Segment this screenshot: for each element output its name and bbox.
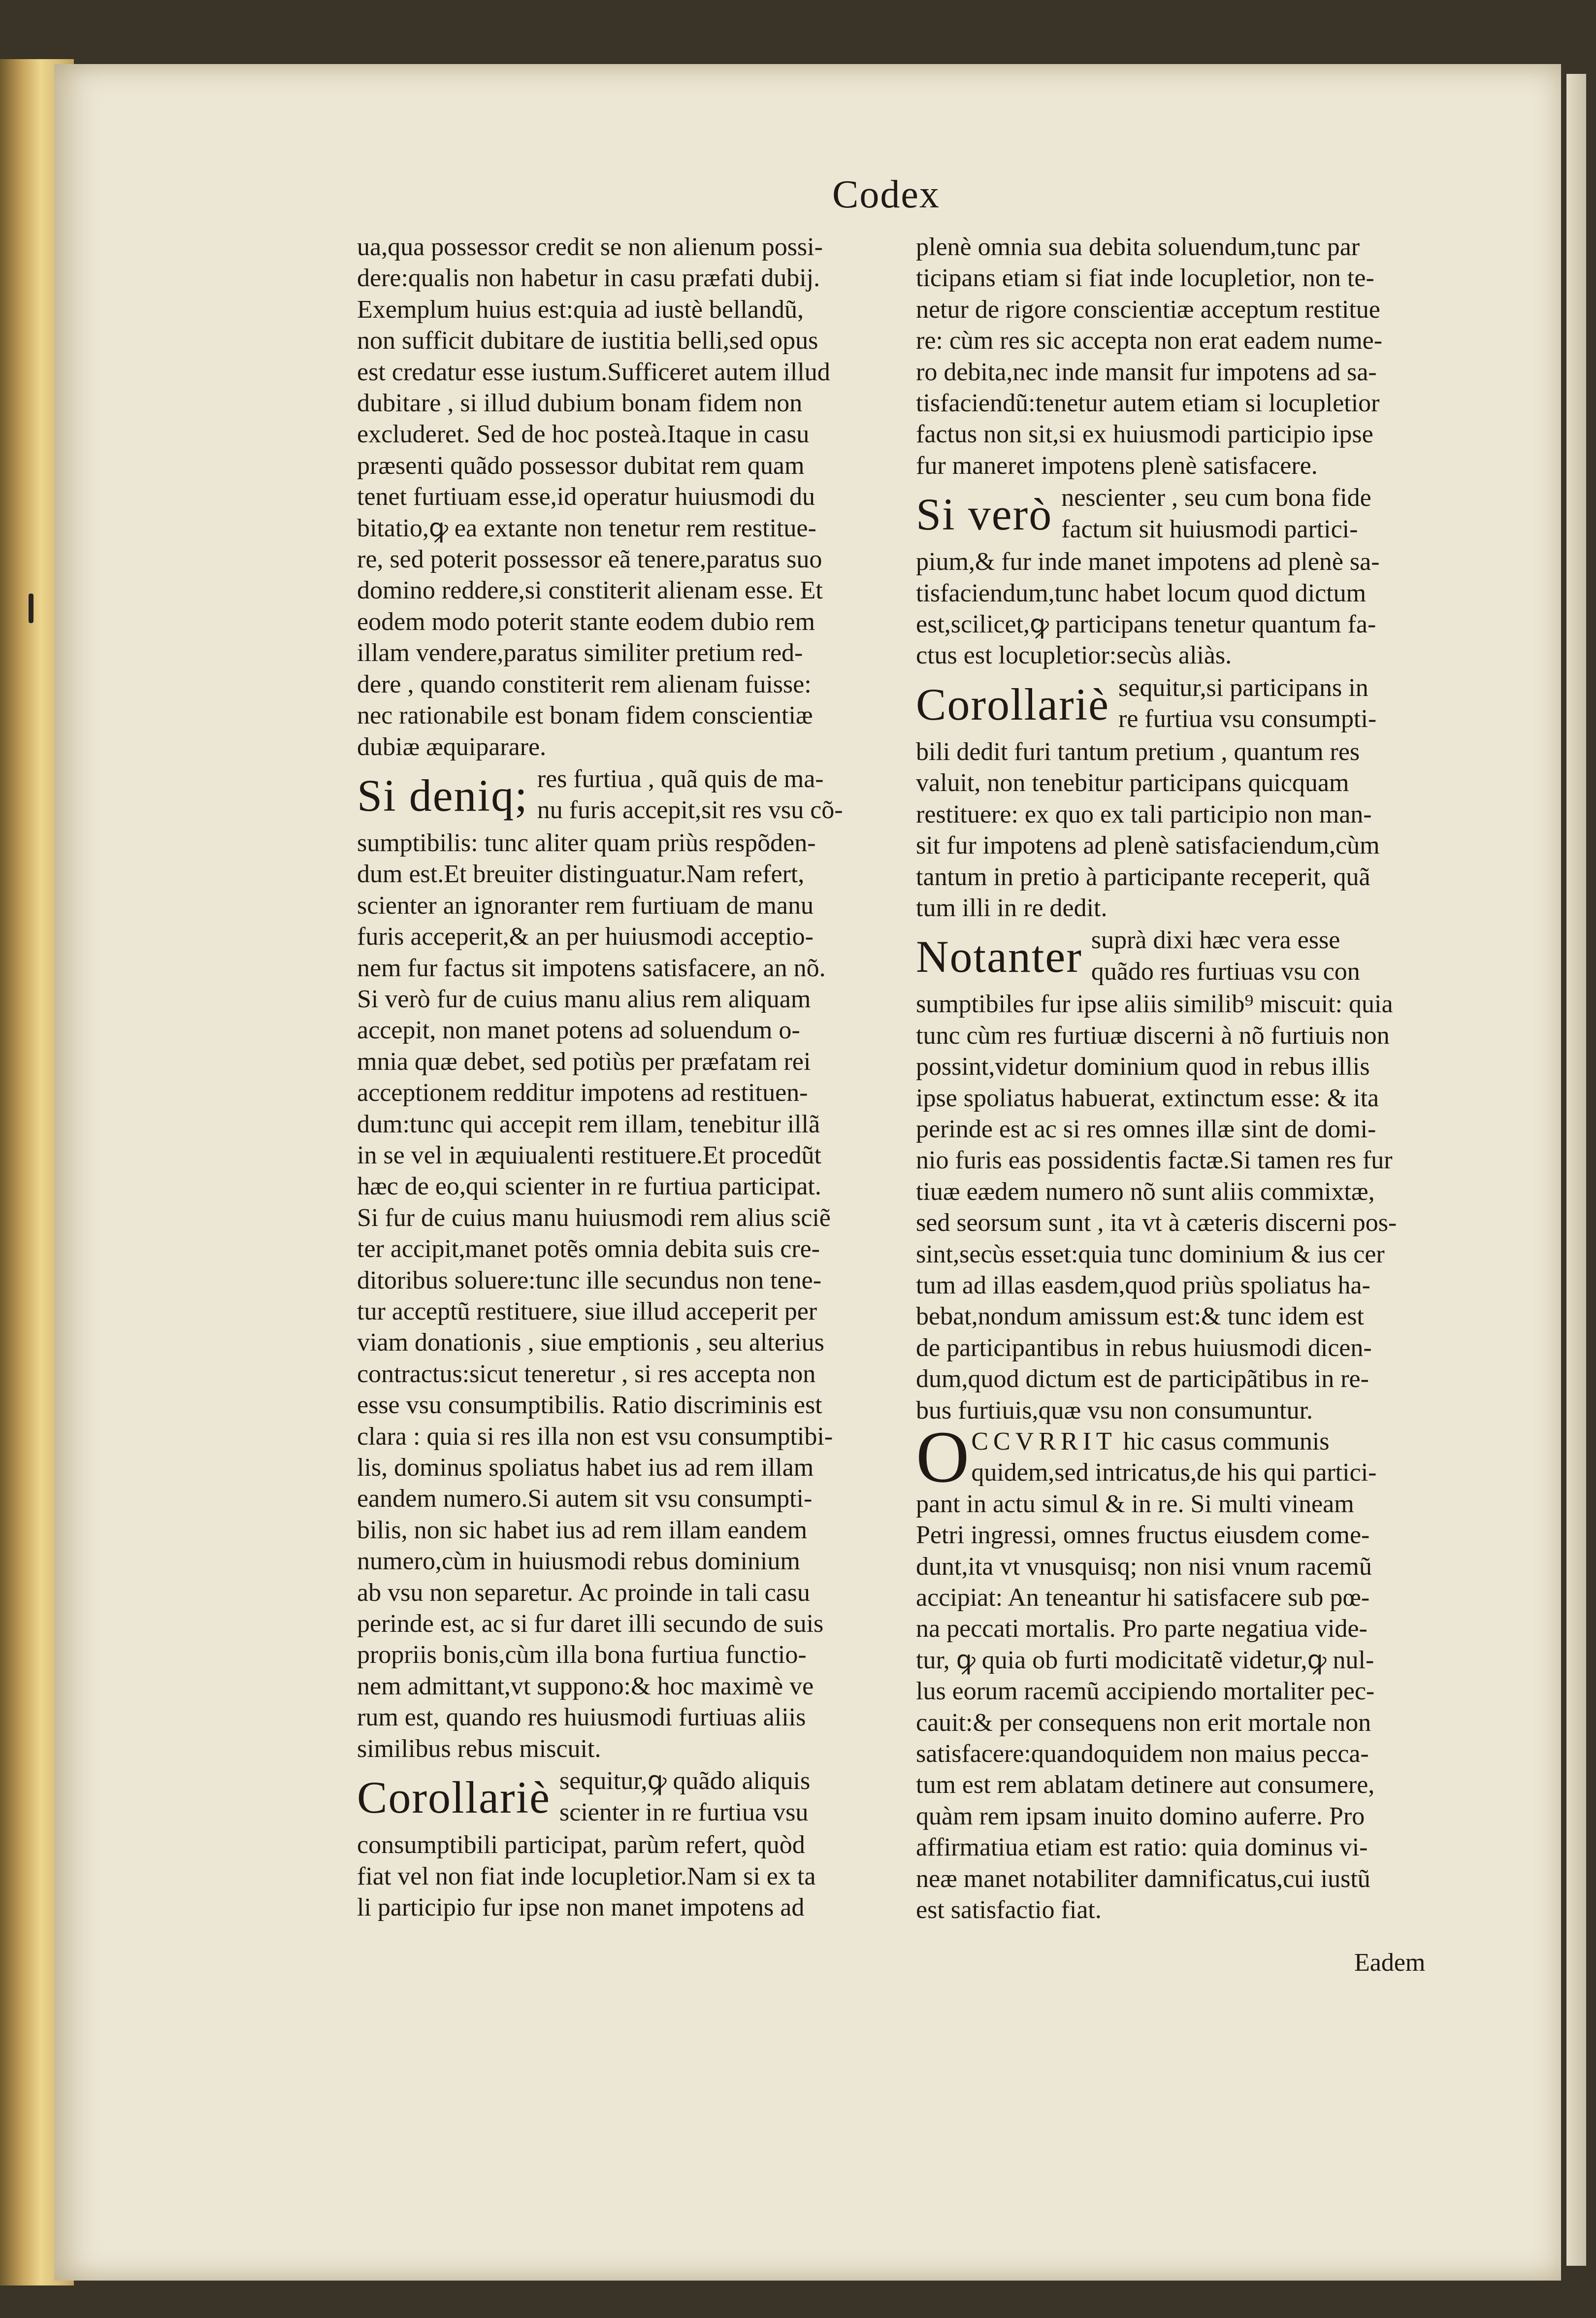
text-line: est,scilicet,ꝙ participans tenetur quantum fa- [916, 610, 1376, 639]
text-line: ctus est locupletior:secùs aliàs. [916, 641, 1232, 670]
text-line: acceptionem redditur impotens ad restituen- [357, 1079, 808, 1107]
section-head-corollarie [357, 1765, 886, 1829]
text-line: fiat vel non fiat inde locupletior.Nam si ex ta [357, 1862, 816, 1890]
text-line: bebat,nondum amissum est:& tunc idem est [916, 1302, 1364, 1331]
catchword: Eadem [1354, 1949, 1426, 1977]
text-line: neæ manet notabiliter damnificatus,cui iustũ [916, 1864, 1370, 1893]
text-line: dere , quando constiterit rem alienam fuisse: [357, 670, 812, 698]
text-line: non sufficit dubitare de iustitia belli,sed opus [357, 327, 818, 355]
right-paragraph-2 [916, 546, 1448, 671]
text-line: cauit:& per consequens non erit mortale non [916, 1708, 1371, 1737]
text-line: CCVRRIT hic casus communis [971, 1427, 1330, 1456]
text-line: bilis, non sic habet ius ad rem illam eandem [357, 1516, 808, 1544]
text-line: sint,secùs esset:quia tunc dominium & ius cer [916, 1240, 1385, 1268]
text-line: eodem modo poterit stante eodem dubio rem [357, 607, 815, 636]
section-lead-word: Si verò [916, 489, 1053, 540]
text-line: ter accipit,manet potẽs omnia debita suis cre- [357, 1235, 820, 1263]
text-line: dum est.Et breuiter distinguatur.Nam refert, [357, 860, 805, 889]
text-line: sed seorsum sunt , ita vt à cæteris discerni pos- [916, 1209, 1397, 1237]
text-line: tunc cùm res furtiuæ discerni à nõ furtiuis non [916, 1021, 1390, 1050]
text-line: contractus:sicut teneretur , si res accepta non [357, 1359, 816, 1388]
section-head-si-deniq [357, 763, 886, 828]
text-line: na peccati mortalis. Pro parte negatiua vide- [916, 1615, 1368, 1643]
text-line: re, sed poterit possessor eã tenere,paratus suo [357, 545, 822, 574]
text-line: factum sit huiusmodi partici- [1061, 515, 1358, 543]
text-line: factus non sit,si ex huiusmodi participio ipse [916, 420, 1373, 449]
text-line: dere:qualis non habetur in casu præfati dubij. [357, 264, 820, 293]
text-line: sumptibiles fur ipse aliis similib⁹ miscuit: quia [916, 990, 1393, 1019]
text-line: suprà dixi hæc vera esse [1091, 926, 1340, 955]
text-line: tantum in pretio à participante receperit, quã [916, 862, 1370, 891]
text-line: furis acceperit,& an per huiusmodi acceptio- [357, 923, 814, 951]
right-paragraph-1 [916, 232, 1448, 481]
text-line: dum:tunc qui accepit rem illam, tenebitur illã [357, 1110, 820, 1138]
right-paragraph-5 [916, 1489, 1448, 1926]
text-line: dubitare , si illud dubium bonam fidem non [357, 389, 803, 418]
right-paragraph-4 [916, 989, 1448, 1426]
text-line: Si fur de cuius manu huiusmodi rem alius sciẽ [357, 1203, 831, 1232]
text-line: Si verò fur de cuius manu alius rem aliquam [357, 985, 811, 1013]
text-line: ab vsu non separetur. Ac proinde in tali casu [357, 1578, 810, 1607]
text-line: quãdo res furtiuas vsu con [1091, 957, 1360, 986]
text-line: dubiæ æquiparare. [357, 732, 547, 761]
running-head: Codex [832, 173, 940, 216]
text-line: scienter an ignoranter rem furtiuam de manu [357, 891, 814, 920]
text-line: esse vsu consumptibilis. Ratio discriminis est [357, 1391, 822, 1420]
left-paragraph-1 [357, 232, 886, 762]
text-line: nem admittant,vt suppono:& hoc maximè ve [357, 1672, 814, 1700]
text-line: pium,& fur inde manet impotens ad plenè sa- [916, 548, 1380, 576]
text-line: sequitur,si participans in [1118, 673, 1368, 702]
drop-cap: O [916, 1416, 970, 1498]
text-line: tisfaciendum,tunc habet locum quod dictum [916, 579, 1367, 607]
text-line: consumptibili participat, parùm refert, quòd [357, 1831, 805, 1859]
text-line: tiuæ eædem numero nõ sunt aliis commixtæ, [916, 1177, 1375, 1206]
text-line: restituere: ex quo ex tali participio non man- [916, 800, 1372, 828]
text-line: dunt,ita vt vnusquisq; non nisi vnum racemũ [916, 1552, 1372, 1581]
text-line: tum illi in re dedit. [916, 894, 1107, 922]
text-line: fur maneret impotens plenè satisfacere. [916, 451, 1318, 480]
text-line: ro debita,nec inde mansit fur impotens ad sa- [916, 358, 1377, 386]
section-lead-word: Si deniq; [357, 770, 528, 821]
text-line: ditoribus soluere:tunc ille secundus non tene- [357, 1266, 822, 1294]
text-line: perinde est ac si res omnes illæ sint de domi- [916, 1115, 1376, 1143]
text-line: tum est rem ablatam detinere aut consumere, [916, 1771, 1375, 1799]
margin-mark [29, 594, 33, 623]
text-line: nu furis accepit,sit res vsu cõ- [537, 796, 843, 825]
text-line: tum ad illas easdem,quod priùs spoliatus ha- [916, 1271, 1370, 1299]
text-line: tur acceptũ restituere, siue illud acceperit per [357, 1297, 817, 1325]
text-line: illam vendere,paratus similiter pretium red- [357, 639, 803, 667]
text-line: pant in actu simul & in re. Si multi vineam [916, 1490, 1354, 1518]
section-head-si-vero [916, 482, 1448, 546]
text-line: sequitur,ꝙ quãdo aliquis [559, 1767, 811, 1795]
text-line: in se vel in æquiualenti restituere.Et procedũt [357, 1141, 821, 1169]
text-line: bitatio,ꝙ ea extante non tenetur rem restitue- [357, 514, 816, 542]
text-line: numero,cùm in huiusmodi rebus dominium [357, 1547, 800, 1576]
text-line: re furtiua vsu consumpti- [1118, 705, 1377, 733]
text-line: nec rationabile est bonam fidem conscientiæ [357, 701, 813, 730]
text-line: bus furtiuis,quæ vsu non consumuntur. [916, 1396, 1313, 1424]
text-line: de participantibus in rebus huiusmodi dicen- [916, 1333, 1372, 1362]
text-line: domino reddere,si constiterit alienam esse. Et [357, 576, 823, 605]
section-head-notanter [916, 925, 1448, 989]
text-line: quidem,sed intricatus,de his qui partici- [971, 1458, 1377, 1487]
left-paragraph-3 [357, 1829, 886, 1923]
text-line: mnia quæ debet, sed potiùs per præfatam rei [357, 1047, 811, 1076]
text-line: perinde est, ac si fur daret illi secundo de suis [357, 1610, 824, 1638]
text-line: Exemplum huius est:quia ad iustè bellandũ, [357, 295, 804, 324]
left-column [357, 232, 886, 1923]
right-paragraph-3 [916, 736, 1448, 924]
text-line: dum,quod dictum est de participãtibus in re- [916, 1365, 1369, 1393]
text-line: quàm rem ipsam inuito domino auferre. Pro [916, 1802, 1365, 1830]
text-line: netur de rigore conscientiæ acceptum restitue [916, 295, 1380, 324]
text-line: lis, dominus spoliatus habet ius ad rem illam [357, 1454, 814, 1482]
text-line: res furtiua , quã quis de ma- [537, 764, 824, 793]
text-line: lus eorum racemũ accipiendo mortaliter pec- [916, 1677, 1375, 1706]
text-line: hæc de eo,qui scienter in re furtiua participat. [357, 1172, 821, 1201]
text-line: rum est, quando res huiusmodi furtiuas aliis [357, 1703, 806, 1732]
text-line: re: cùm res sic accepta non erat eadem nume- [916, 327, 1383, 355]
section-lead-word: Corollariè [357, 1772, 551, 1823]
text-line: accepit, non manet potens ad soluendum o- [357, 1016, 800, 1045]
text-line: plenè omnia sua debita soluendum,tunc par [916, 233, 1360, 261]
text-line: nio furis eas possidentis factæ.Si tamen res fur [916, 1146, 1393, 1175]
text-line: propriis bonis,cùm illa bona furtiua functio- [357, 1641, 807, 1669]
text-line: scienter in re furtiua vsu [559, 1798, 809, 1826]
text-line: sit fur impotens ad plenè satisfaciendum,cùm [916, 831, 1380, 860]
text-line: affirmatiua etiam est ratio: quia dominus vi- [916, 1833, 1368, 1862]
text-line: eandem numero.Si autem sit vsu consumpti- [357, 1485, 813, 1513]
text-line: accipiat: An teneantur hi satisfacere sub pœ- [916, 1584, 1370, 1612]
text-line: Petri ingressi, omnes fructus eiusdem come- [916, 1521, 1370, 1550]
text-line: est credatur esse iustum.Sufficeret autem illud [357, 358, 830, 386]
text-line: bili dedit furi tantum pretium , quantum res [916, 737, 1360, 766]
section-head-corollarie [916, 672, 1448, 736]
text-line: sumptibilis: tunc aliter quam priùs respõden- [357, 828, 816, 857]
text-line: ipse spoliatus habuerat, extinctum esse: & ita [916, 1084, 1379, 1112]
text-line: nescienter , seu cum bona fide [1061, 484, 1371, 512]
section-head-occurrit [916, 1416, 1448, 1498]
text-line: tur, ꝙ quia ob furti modicitatẽ videtur,ꝙ nul- [916, 1646, 1374, 1674]
text-line: nem fur factus sit impotens satisfacere, an nõ. [357, 954, 826, 982]
text-line: tisfaciendũ:tenetur autem etiam si locupletior [916, 389, 1380, 418]
text-line: clara : quia si res illa non est vsu consumptibi- [357, 1422, 833, 1451]
section-lead-word: Corollariè [916, 679, 1109, 729]
page-right-edge [1566, 74, 1586, 2266]
small-caps-word: CCVRRIT [971, 1427, 1117, 1456]
left-paragraph-2 [357, 828, 886, 1764]
text-line: est satisfactio fiat. [916, 1896, 1102, 1924]
text-line: viam donationis , siue emptionis , seu alterius [357, 1328, 824, 1357]
text-line: excluderet. Sed de hoc posteà.Itaque in casu [357, 420, 810, 449]
section-lead-word: Notanter [916, 931, 1082, 982]
text-line: ticipans etiam si fiat inde locupletior, non te- [916, 264, 1374, 293]
text-line: li participio fur ipse non manet impotens ad [357, 1893, 805, 1921]
text-line: præsenti quãdo possessor dubitat rem quam [357, 451, 805, 480]
right-column [916, 232, 1448, 1926]
text-line: tenet furtiuam esse,id operatur huiusmodi du [357, 483, 815, 511]
text-line: similibus rebus miscuit. [357, 1734, 601, 1763]
text-line: possint,videtur dominium quod in rebus illis [916, 1053, 1370, 1081]
text-line: ua,qua possessor credit se non alienum possi- [357, 233, 823, 261]
text-line: valuit, non tenebitur participans quicquam [916, 769, 1349, 797]
text-line: satisfacere:quandoquidem non maius pecca- [916, 1740, 1369, 1768]
